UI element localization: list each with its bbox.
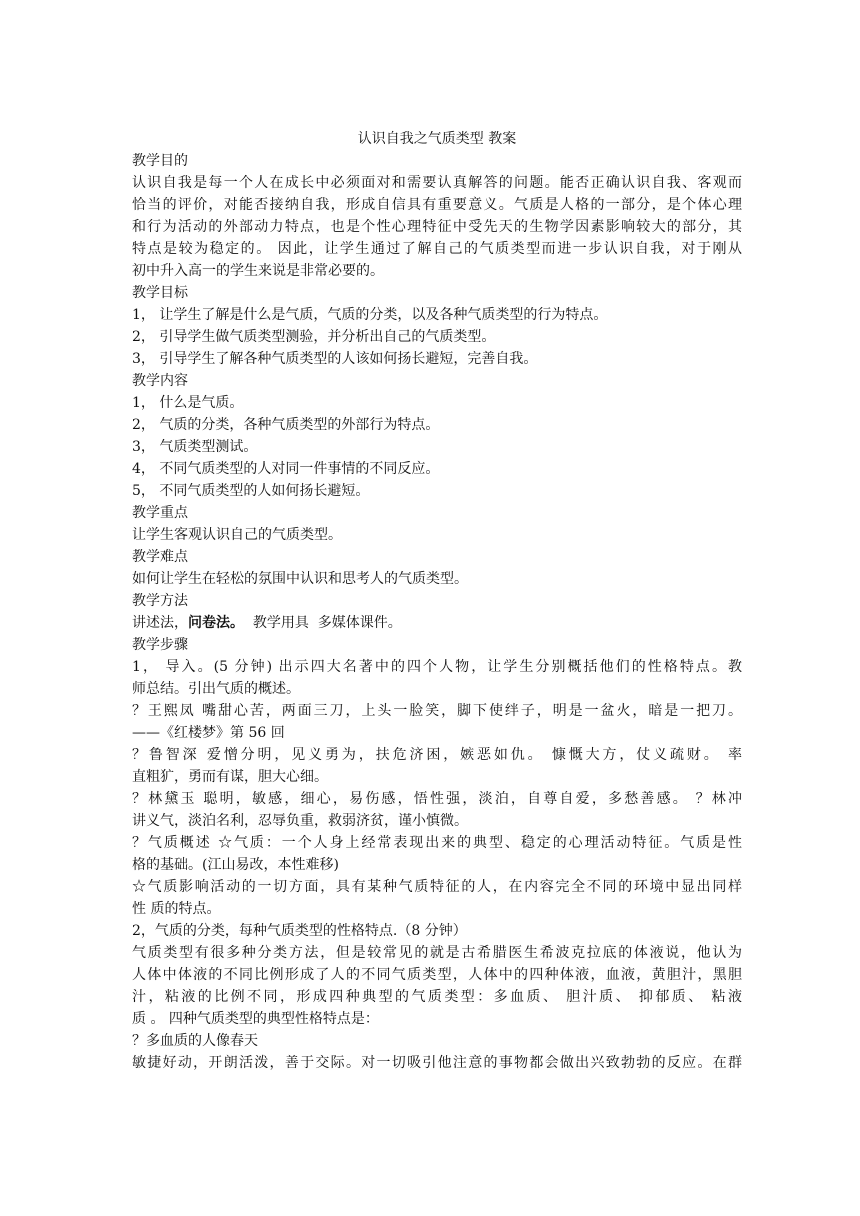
paragraph-line: 认识自我是每一个人在成长中必须面对和需要认真解答的问题。能否正确认识自我、客观而 xyxy=(132,175,742,191)
paragraph-line: 和行为活动的外部动力特点，也是个性心理特征中受先天的生物学因素影响较大的部分，其 xyxy=(132,219,742,235)
paragraph-line: 格的基础。(江山易改，本性难移) xyxy=(132,857,339,873)
paragraph-line: 初中升入高一的学生来说是非常必要的。 xyxy=(132,263,384,279)
paragraph-line: 气质类型有很多种分类方法，但是较常见的就是古希腊医生希波克拉底的体液说，他认为 xyxy=(132,945,742,961)
paragraph-line: 讲义气，淡泊名利，忍辱负重，救弱济贫，谨小慎微。 xyxy=(132,813,468,829)
section-heading-methods: 教学方法 xyxy=(132,593,188,609)
section-heading-purpose: 教学目的 xyxy=(132,153,188,169)
paragraph-line: ——《红楼梦》第 56 回 xyxy=(132,725,285,741)
methods-line xyxy=(132,612,742,634)
paragraph-line: 师总结。引出气质的概述。 xyxy=(132,681,300,697)
section-heading-key-points: 教学重点 xyxy=(132,505,188,521)
key-points-text: 让学生客观认识自己的气质类型。 xyxy=(132,527,342,543)
paragraph-line: 1， 导入。(5 分钟) 出示四大名著中的四个人物，让学生分别概括他们的性格特点。教 xyxy=(132,659,742,675)
list-item: 2， 气质的分类，各种气质类型的外部行为特点。 xyxy=(132,417,440,433)
teaching-tools-text: 教学用具 多媒体课件。 xyxy=(244,615,402,631)
paragraph-line: ？王熙凤 嘴甜心苦，两面三刀，上头一脸笑，脚下使绊子，明是一盆火，暗是一把刀。 xyxy=(132,703,742,719)
paragraph-line: ？鲁智深 爱憎分明，见义勇为，扶危济困，嫉恶如仇。 慷慨大方，仗义疏财。 率 xyxy=(132,747,742,763)
document-page xyxy=(132,128,742,1074)
paragraph-line: 特点是较为稳定的。 因此，让学生通过了解自己的气质类型而进一步认识自我，对于刚从 xyxy=(132,241,742,257)
paragraph-line: ？林黛玉 聪明，敏感，细心，易伤感，悟性强，淡泊，自尊自爱，多愁善感。 ？林冲 xyxy=(132,791,742,807)
list-item: 3， 气质类型测试。 xyxy=(132,439,258,455)
method-text: 讲述法， xyxy=(132,615,188,631)
list-item: 2， 引导学生做气质类型测验，并分析出自己的气质类型。 xyxy=(132,329,496,345)
list-item: 1， 什么是气质。 xyxy=(132,395,244,411)
paragraph-line: 人体中体液的不同比例形成了人的不同气质类型，人体中的四种体液，血液，黄胆汁，黑胆 xyxy=(132,967,742,983)
paragraph-line: 质 。 四种气质类型的典型性格特点是： xyxy=(132,1011,379,1027)
section-heading-difficulties: 教学难点 xyxy=(132,549,188,565)
paragraph-line: 2，气质的分类，每种气质类型的性格特点.（8 分钟） xyxy=(132,923,467,939)
list-item: 3， 引导学生了解各种气质类型的人该如何扬长避短，完善自我。 xyxy=(132,351,538,367)
paragraph-line: ？多血质的人像春天 xyxy=(132,1033,258,1049)
list-item: 1， 让学生了解是什么是气质，气质的分类，以及各种气质类型的行为特点。 xyxy=(132,307,608,323)
list-item: 5， 不同气质类型的人如何扬长避短。 xyxy=(132,483,370,499)
paragraph-line: 直粗犷，勇而有谋，胆大心细。 xyxy=(132,769,328,785)
paragraph-line: 汁，粘液的比例不同，形成四种典型的气质类型：多血质、 胆汁质、 抑郁质、 粘液 xyxy=(132,989,742,1005)
paragraph-line: 性 质的特点。 xyxy=(132,901,221,917)
list-item: 4， 不同气质类型的人对同一件事情的不同反应。 xyxy=(132,461,440,477)
section-heading-steps: 教学步骤 xyxy=(132,637,188,653)
difficulties-text: 如何让学生在轻松的氛围中认识和思考人的气质类型。 xyxy=(132,571,468,587)
section-heading-goals: 教学目标 xyxy=(132,285,188,301)
paragraph-line: 恰当的评价，对能否接纳自我，形成自信具有重要意义。气质是人格的一部分，是个体心理 xyxy=(132,197,742,213)
paragraph-line: 敏捷好动，开朗活泼，善于交际。对一切吸引他注意的事物都会做出兴致勃勃的反应。在群 xyxy=(132,1055,742,1071)
method-bold-text: 问卷法。 xyxy=(188,615,244,631)
section-heading-content: 教学内容 xyxy=(132,373,188,389)
document-title: 认识自我之气质类型 教案 xyxy=(357,131,517,147)
paragraph-line: ？气质概述 ☆气质：一个人身上经常表现出来的典型、稳定的心理活动特征。气质是性 xyxy=(132,835,742,851)
paragraph-line: ☆气质影响活动的一切方面，具有某种气质特征的人，在内容完全不同的环境中显出同样 xyxy=(132,879,742,895)
